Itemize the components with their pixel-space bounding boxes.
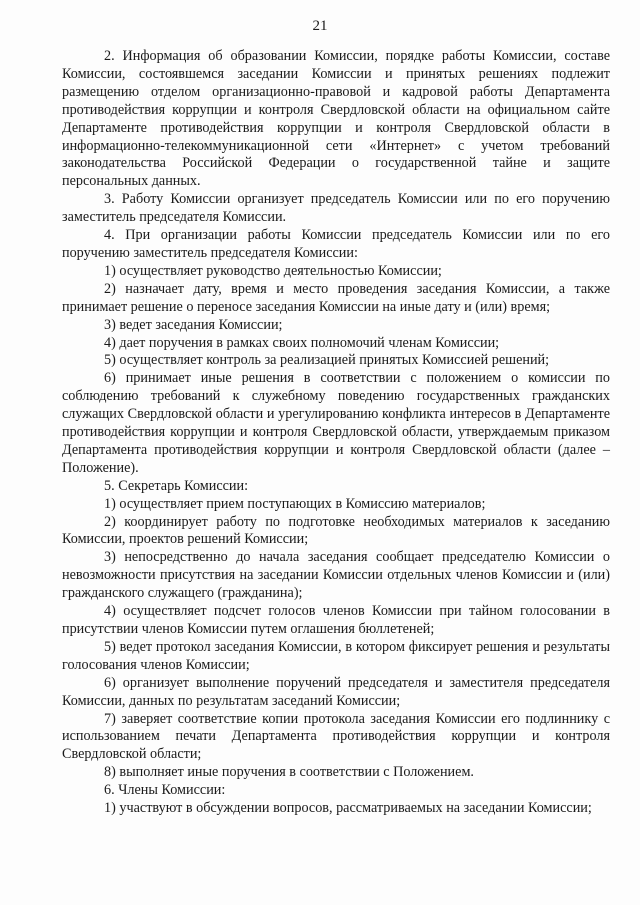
list-item: 6) организует выполнение поручений председателя и заместителя председателя Комиссии, данных по результатам заседаний Комиссии; [62, 674, 610, 709]
list-item: 2) назначает дату, время и место проведения заседания Комиссии, а также принимает решение о переносе заседания Комиссии на иные дату и (или) время; [62, 280, 610, 315]
list-item: 5) ведет протокол заседания Комиссии, в котором фиксирует решения и результаты голосования членов Комиссии; [62, 638, 610, 673]
list-item: 5) осуществляет контроль за реализацией принятых Комиссией решений; [104, 352, 550, 369]
list-item: 1) осуществляет руководство деятельностью Комиссии; [104, 262, 442, 279]
list-item: 6) принимает иные решения в соответствии с положением о комиссии по соблюдению требований к служебному поведению государственных гражданских служащих Свердловской области и урегулированию конфликта интересов в Департаменте противодействия коррупции и контроля Свердловской области, утверждаемым приказом Департамента противодействия коррупции и контроля Свердловской области (далее – Положение). [62, 370, 610, 476]
list-item: 1) осуществляет прием поступающих в Комиссию материалов; [104, 495, 486, 512]
list-item: 4) дает поручения в рамках своих полномочий членам Комиссии; [104, 334, 500, 351]
list-item: 1) участвуют в обсуждении вопросов, рассматриваемых на заседании Комиссии; [104, 800, 592, 817]
list-item: 7) заверяет соответствие копии протокола заседания Комиссии его подлиннику с использованием печати Департамента противодействия коррупции и контроля Свердловской области; [62, 710, 610, 763]
list-item: 4) осуществляет подсчет голосов членов Комиссии при тайном голосовании в присутствии членов Комиссии путем оглашения бюллетеней; [62, 603, 610, 637]
list-item: 3) непосредственно до начала заседания сообщает председателю Комиссии о невозможности присутствия на заседании Комиссии отдельных членов Комиссии и (или) гражданского служащего (гражданина); [62, 549, 610, 602]
paragraph-5-secretary: 5. Секретарь Комиссии: [104, 477, 249, 494]
paragraph-3-organizer: 3. Работу Комиссии организует председатель Комиссии или по его поручению заместитель председателя Комиссии. [62, 191, 610, 226]
list-item: 2) координирует работу по подготовке необходимых материалов к заседанию Комиссии, проектов решений Комиссии; [62, 513, 610, 548]
list-item: 3) ведет заседания Комиссии; [104, 316, 283, 333]
paragraph-6-members: 6. Члены Комиссии: [104, 782, 226, 799]
paragraph-4-chairman-duties: 4. При организации работы Комиссии председатель Комиссии или по его поручению заместитель председателя Комиссии: [62, 227, 610, 261]
page-number: 21 [312, 18, 328, 34]
document-body [62, 48, 610, 818]
paragraph-2-publication: 2. Информация об образовании Комиссии, порядке работы Комиссии, составе Комиссии, состоявшемся заседании Комиссии и принятых решениях подлежит размещению отделом организационно-правовой и кадровой работы Департамента противодействия коррупции и контроля Свердловской области на официальном сайте Департаменте противодействия коррупции и контроля Свердловской области в информационно-телекоммуникационной сети «Интернет» с учетом требований законодательства Российской Федерации о государственной тайне и защите персональных данных. [62, 48, 610, 190]
list-item: 8) выполняет иные поручения в соответствии с Положением. [104, 764, 474, 781]
